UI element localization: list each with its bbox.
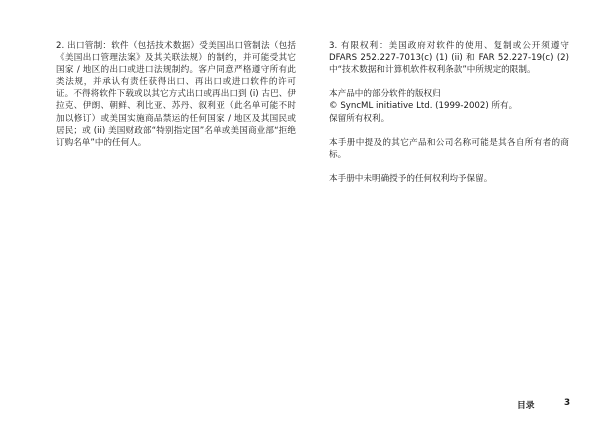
section-title: 目录 — [517, 401, 535, 411]
copyright-line-1: 本产品中的部分软件的版权归 — [329, 89, 441, 100]
copyright-line-3: 保留所有权利。 — [329, 113, 390, 124]
restricted-rights-paragraph: 3. 有限权利：美国政府对软件的使用、复制或公开须遵守 DFARS 252.227-7013(c) (1) (ii) 和 FAR 52.227-19(c) (2) 中“技术数据和计算机软件权利条款”中所规定的限制。 — [329, 41, 569, 76]
page-number: 3 — [564, 398, 571, 408]
copyright-line-2: © SyncML initiative Ltd. (1999-2002) 所有。 — [329, 101, 518, 112]
paragraph-gap — [329, 125, 569, 137]
paragraph-gap — [329, 161, 569, 173]
trademark-paragraph: 本手册中提及的其它产品和公司名称可能是其各自所有者的商标。 — [329, 137, 569, 160]
export-control-paragraph: 2. 出口管制：软件（包括技术数据）受美国出口管制法（包括《美国出口管理法案》及其关联法规）的制约，并可能受其它国家 / 地区的出口或进口法规制约。客户同意严格遵守所有此类法规，并承认有责任获得出口、再出口或进口软件的许可证。不得将软件下载或以其它方式出口或再出口到 (i) 古巴、伊拉克、伊朗、朝鲜、利比亚、苏丹、叙利亚（此名单可能不时加以修订）或美国实施商品禁运的任何国家 / 地区及其国民或居民；或 (ii) 美国财政部“特别指定国”名单或美国商业部“拒绝订购名单”中的任何人。 — [56, 41, 296, 148]
page-footer — [0, 398, 612, 412]
left-column — [56, 40, 296, 149]
right-column — [329, 40, 569, 185]
paragraph-gap — [329, 76, 569, 88]
reserved-rights-paragraph: 本手册中未明确授予的任何权利均予保留。 — [329, 174, 493, 185]
